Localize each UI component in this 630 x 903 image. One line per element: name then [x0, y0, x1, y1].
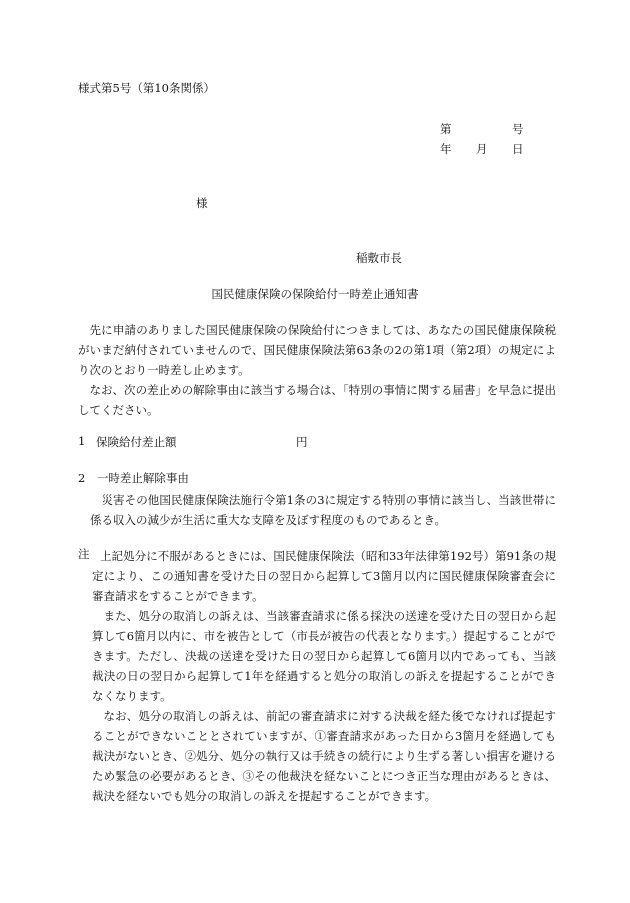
- item1-unit: 円: [296, 435, 308, 449]
- issuer: 稲敷市長: [356, 251, 402, 265]
- document-title: 国民健康保険の保険給付一時差止通知書: [211, 287, 419, 301]
- body-paragraph-1: 先に申請のありました国民健康保険の保険給付につきましては、あなたの国民健康保険税がいまだ納付されていませんので、国民健康保険法第63条の2の第1項（第2項）の規定により次のとおり一時差し止めます。: [78, 323, 556, 377]
- item2-body: 災害その他国民健康保険法施行令第1条の3に規定する特別の事情に該当し、当該世帯に係る収入の減少が生活に重大な支障を及ぼす程度のものであるとき。: [90, 493, 556, 527]
- note-paragraph-1-text: 上記処分に不服があるときには、国民健康保険法（昭和33年法律第192号）第91条の規定により、この通知書を受けた日の翌日から起算して3箇月以内に国民健康保険審査会に審査請求をすることができます。: [92, 549, 556, 603]
- doc-number-gou: 号: [512, 122, 524, 136]
- item-suspended-amount: [78, 434, 308, 449]
- note-label: 注: [78, 547, 90, 561]
- doc-number-dai: 第: [440, 122, 452, 136]
- date-year: 年: [440, 142, 452, 156]
- recipient-suffix: 様: [196, 196, 208, 210]
- date-month: 月: [476, 142, 488, 156]
- note-paragraph-1: [92, 546, 556, 606]
- note-paragraph-3: なお、処分の取消しの訴えは、前記の審査請求に対する決裁を経た後でなければ提起することができないこととされていますが、①審査請求があった日から3箇月を経過しても裁決がないとき、②処分、処分の執行又は手続きの続行により生ずる著しい損害を避けるため緊急の必要があるとき、③その他裁決を経ないことにつき正当な理由があるときは、裁決を経ないでも処分の取消しの訴えを提起することができます。: [92, 709, 556, 803]
- item1-label: 保険給付差止額: [96, 435, 177, 449]
- body-paragraph-2: なお、次の差止めの解除事由に該当する場合は、「特別の事情に関する届書」を早急に提出してください。: [78, 383, 556, 417]
- item1-number: 1: [78, 434, 86, 448]
- note-paragraph-2: また、処分の取消しの訴えは、当該審査請求に係る採決の送達を受けた日の翌日から起算して6箇月以内に、市を被告として（市長が被告の代表となります。）提起することができます。ただし、決裁の送達を受けた日の翌日から起算して6箇月以内であっても、当該裁決の日の翌日から起算して1年を経過すると処分の取消しの訴えを提起することができなくなります。: [92, 609, 556, 703]
- form-number: 様式第5号（第10条関係）: [78, 81, 215, 95]
- item2-heading: 2 一時差止解除事由: [78, 471, 189, 485]
- date-day: 日: [512, 142, 524, 156]
